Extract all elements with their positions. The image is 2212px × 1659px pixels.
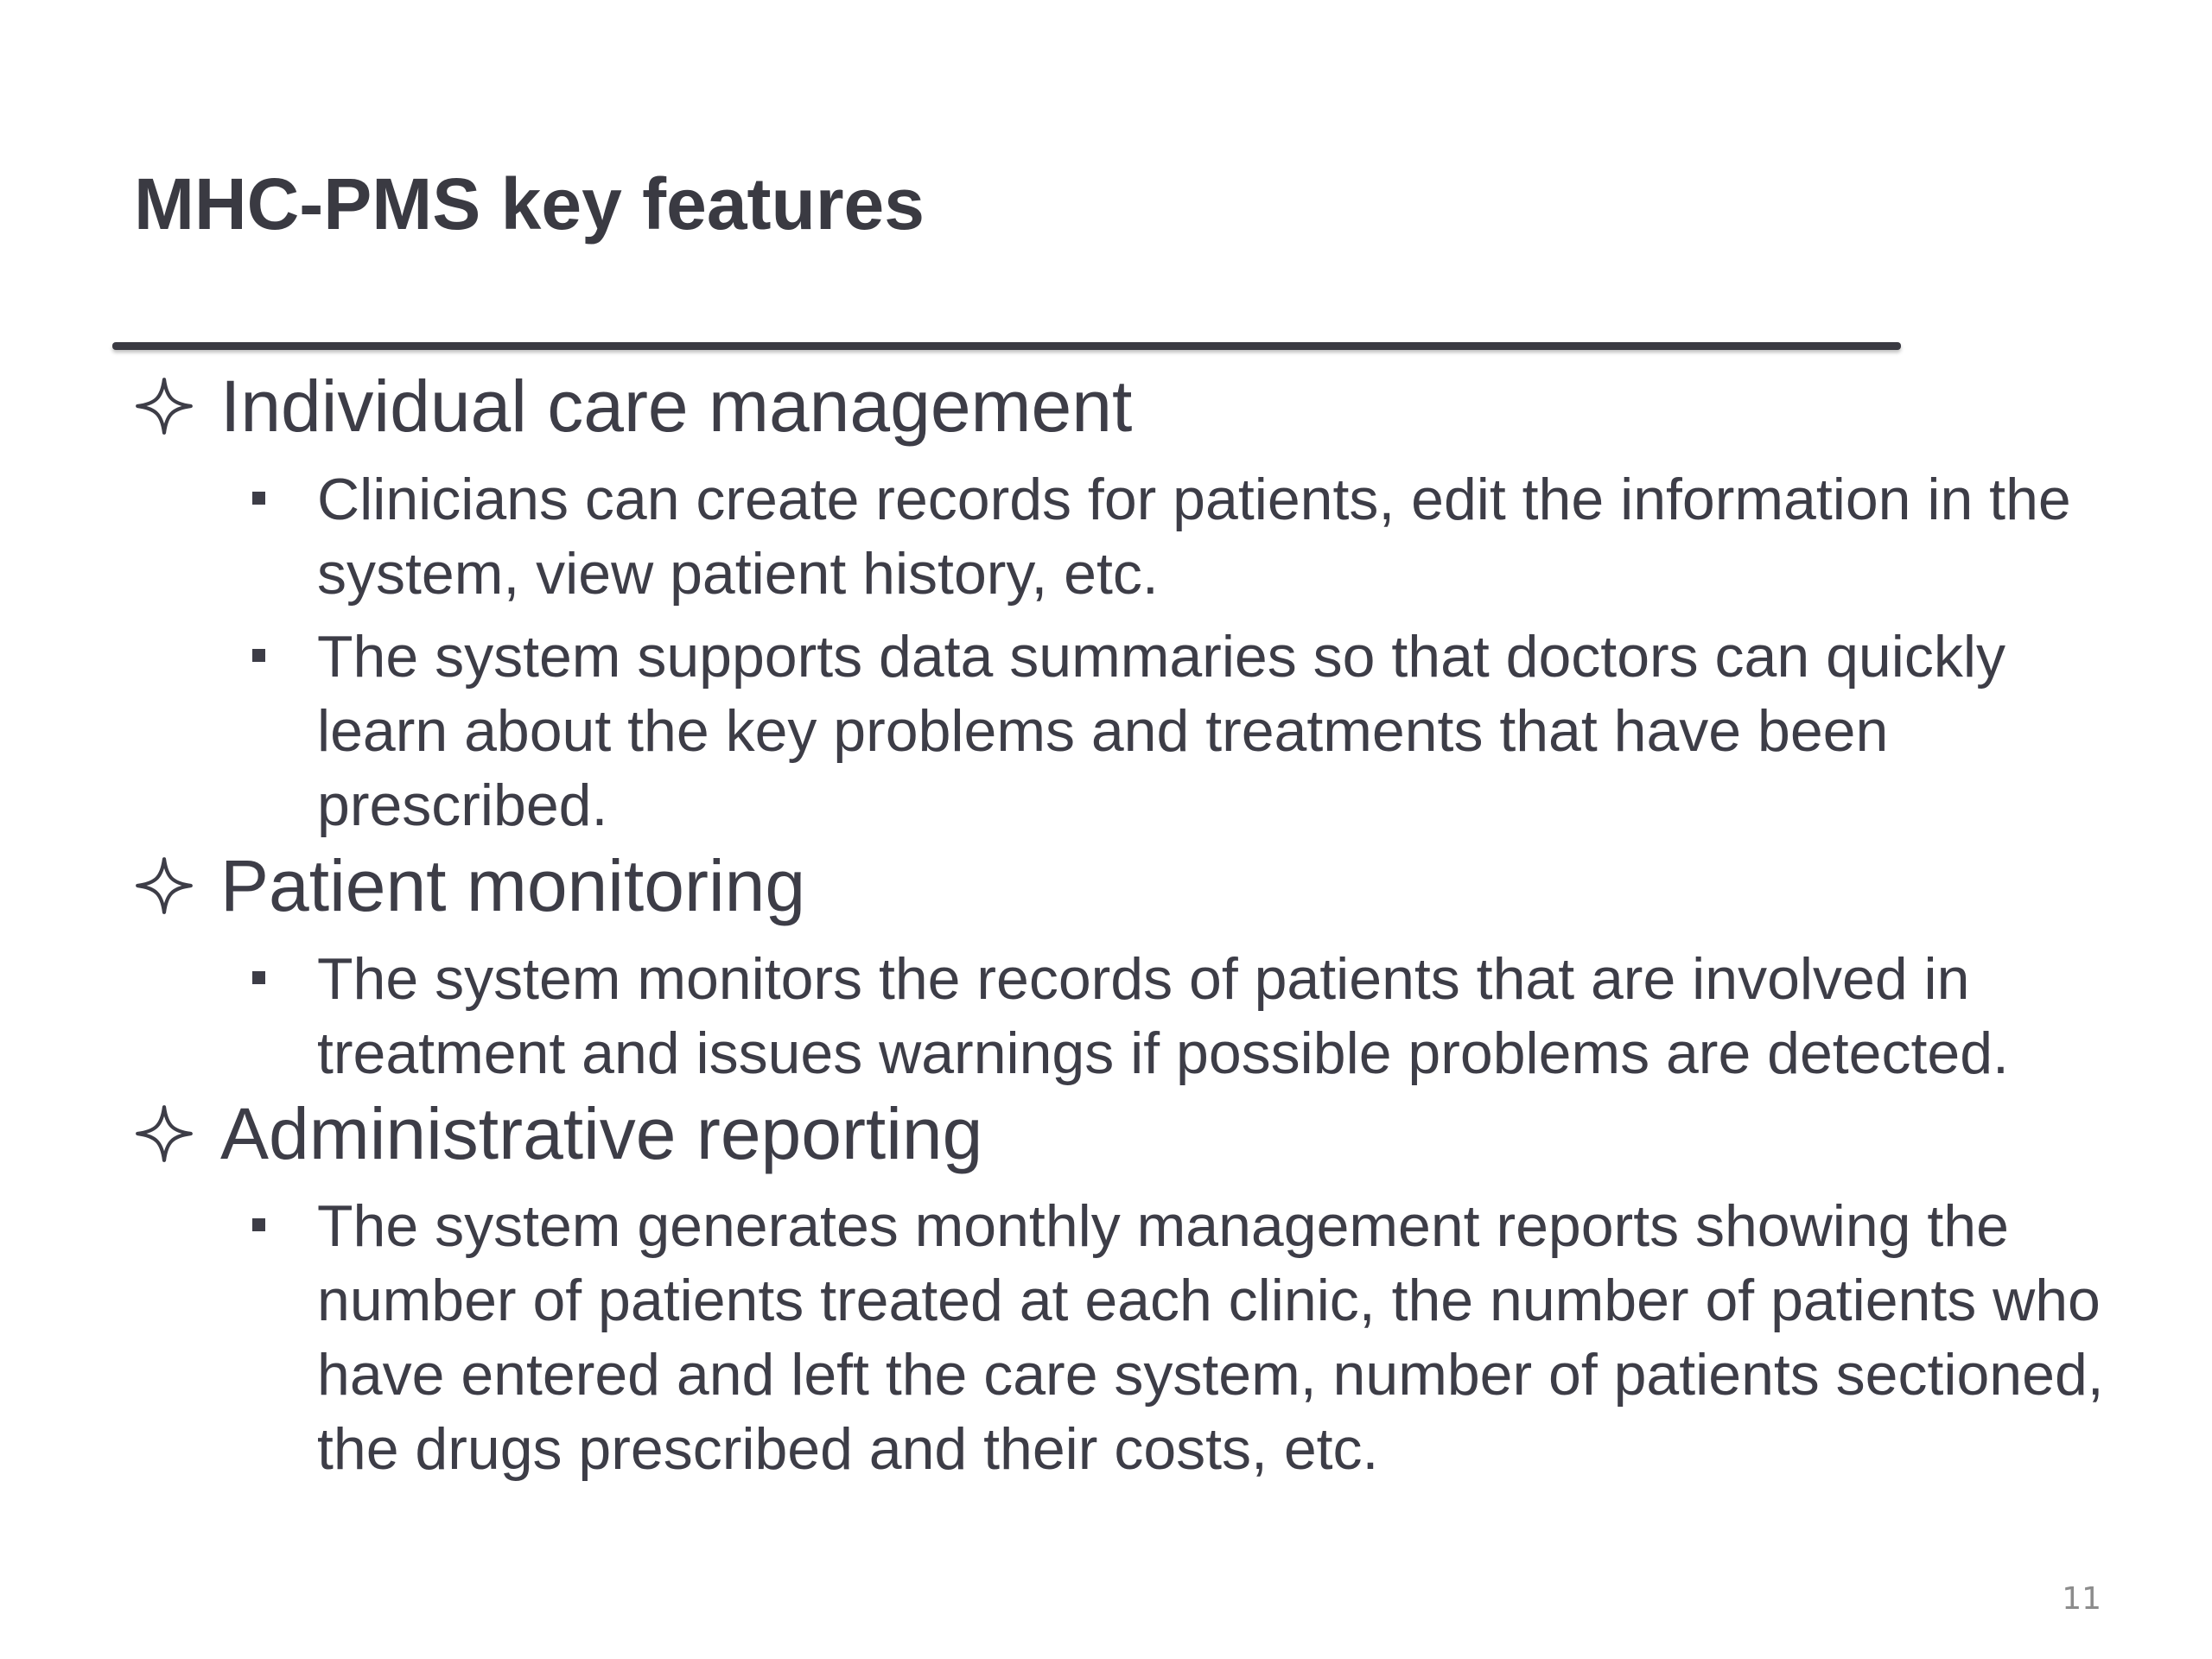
slide-title: MHC-PMS key features bbox=[134, 163, 925, 245]
list-item bbox=[134, 462, 2121, 611]
bullet-text: Clinicians can create records for patients, edit the information in the system, view patient history, etc. bbox=[317, 466, 2071, 607]
list-item bbox=[134, 1189, 2121, 1486]
section-heading bbox=[134, 1090, 2121, 1178]
bullet-text: The system monitors the records of patients that are involved in treatment and issues warnings if possible problems are detected. bbox=[317, 945, 2009, 1086]
four-point-star-icon bbox=[134, 376, 194, 436]
section-individual-care bbox=[134, 363, 2121, 842]
bullet-text: The system generates monthly management reports showing the number of patients treated at each clinic, the number of patients who have entered and left the care system, number of patients sectioned, the drugs prescribed and their costs, etc. bbox=[317, 1193, 2104, 1483]
list-item bbox=[134, 942, 2121, 1090]
section-heading-text: Patient monitoring bbox=[220, 844, 806, 926]
slide-content bbox=[134, 363, 2121, 1486]
section-administrative-reporting bbox=[134, 1090, 2121, 1487]
bullet-text: The system supports data summaries so that doctors can quickly learn about the key problems and treatments that have been prescribed. bbox=[317, 623, 2005, 838]
bullet-list bbox=[134, 462, 2121, 842]
square-bullet-icon bbox=[252, 492, 265, 505]
four-point-star-icon bbox=[134, 855, 194, 916]
section-heading bbox=[134, 363, 2121, 450]
square-bullet-icon bbox=[252, 971, 265, 984]
bullet-list bbox=[134, 1189, 2121, 1486]
bullet-list bbox=[134, 942, 2121, 1090]
title-divider bbox=[112, 342, 1901, 350]
section-heading-text: Administrative reporting bbox=[220, 1092, 983, 1174]
square-bullet-icon bbox=[252, 649, 265, 662]
section-heading-text: Individual care management bbox=[220, 365, 1133, 447]
section-heading bbox=[134, 842, 2121, 930]
four-point-star-icon bbox=[134, 1103, 194, 1164]
square-bullet-icon bbox=[252, 1218, 265, 1231]
page-number: 11 bbox=[2062, 1581, 2101, 1617]
list-item bbox=[134, 620, 2121, 842]
section-patient-monitoring bbox=[134, 842, 2121, 1090]
